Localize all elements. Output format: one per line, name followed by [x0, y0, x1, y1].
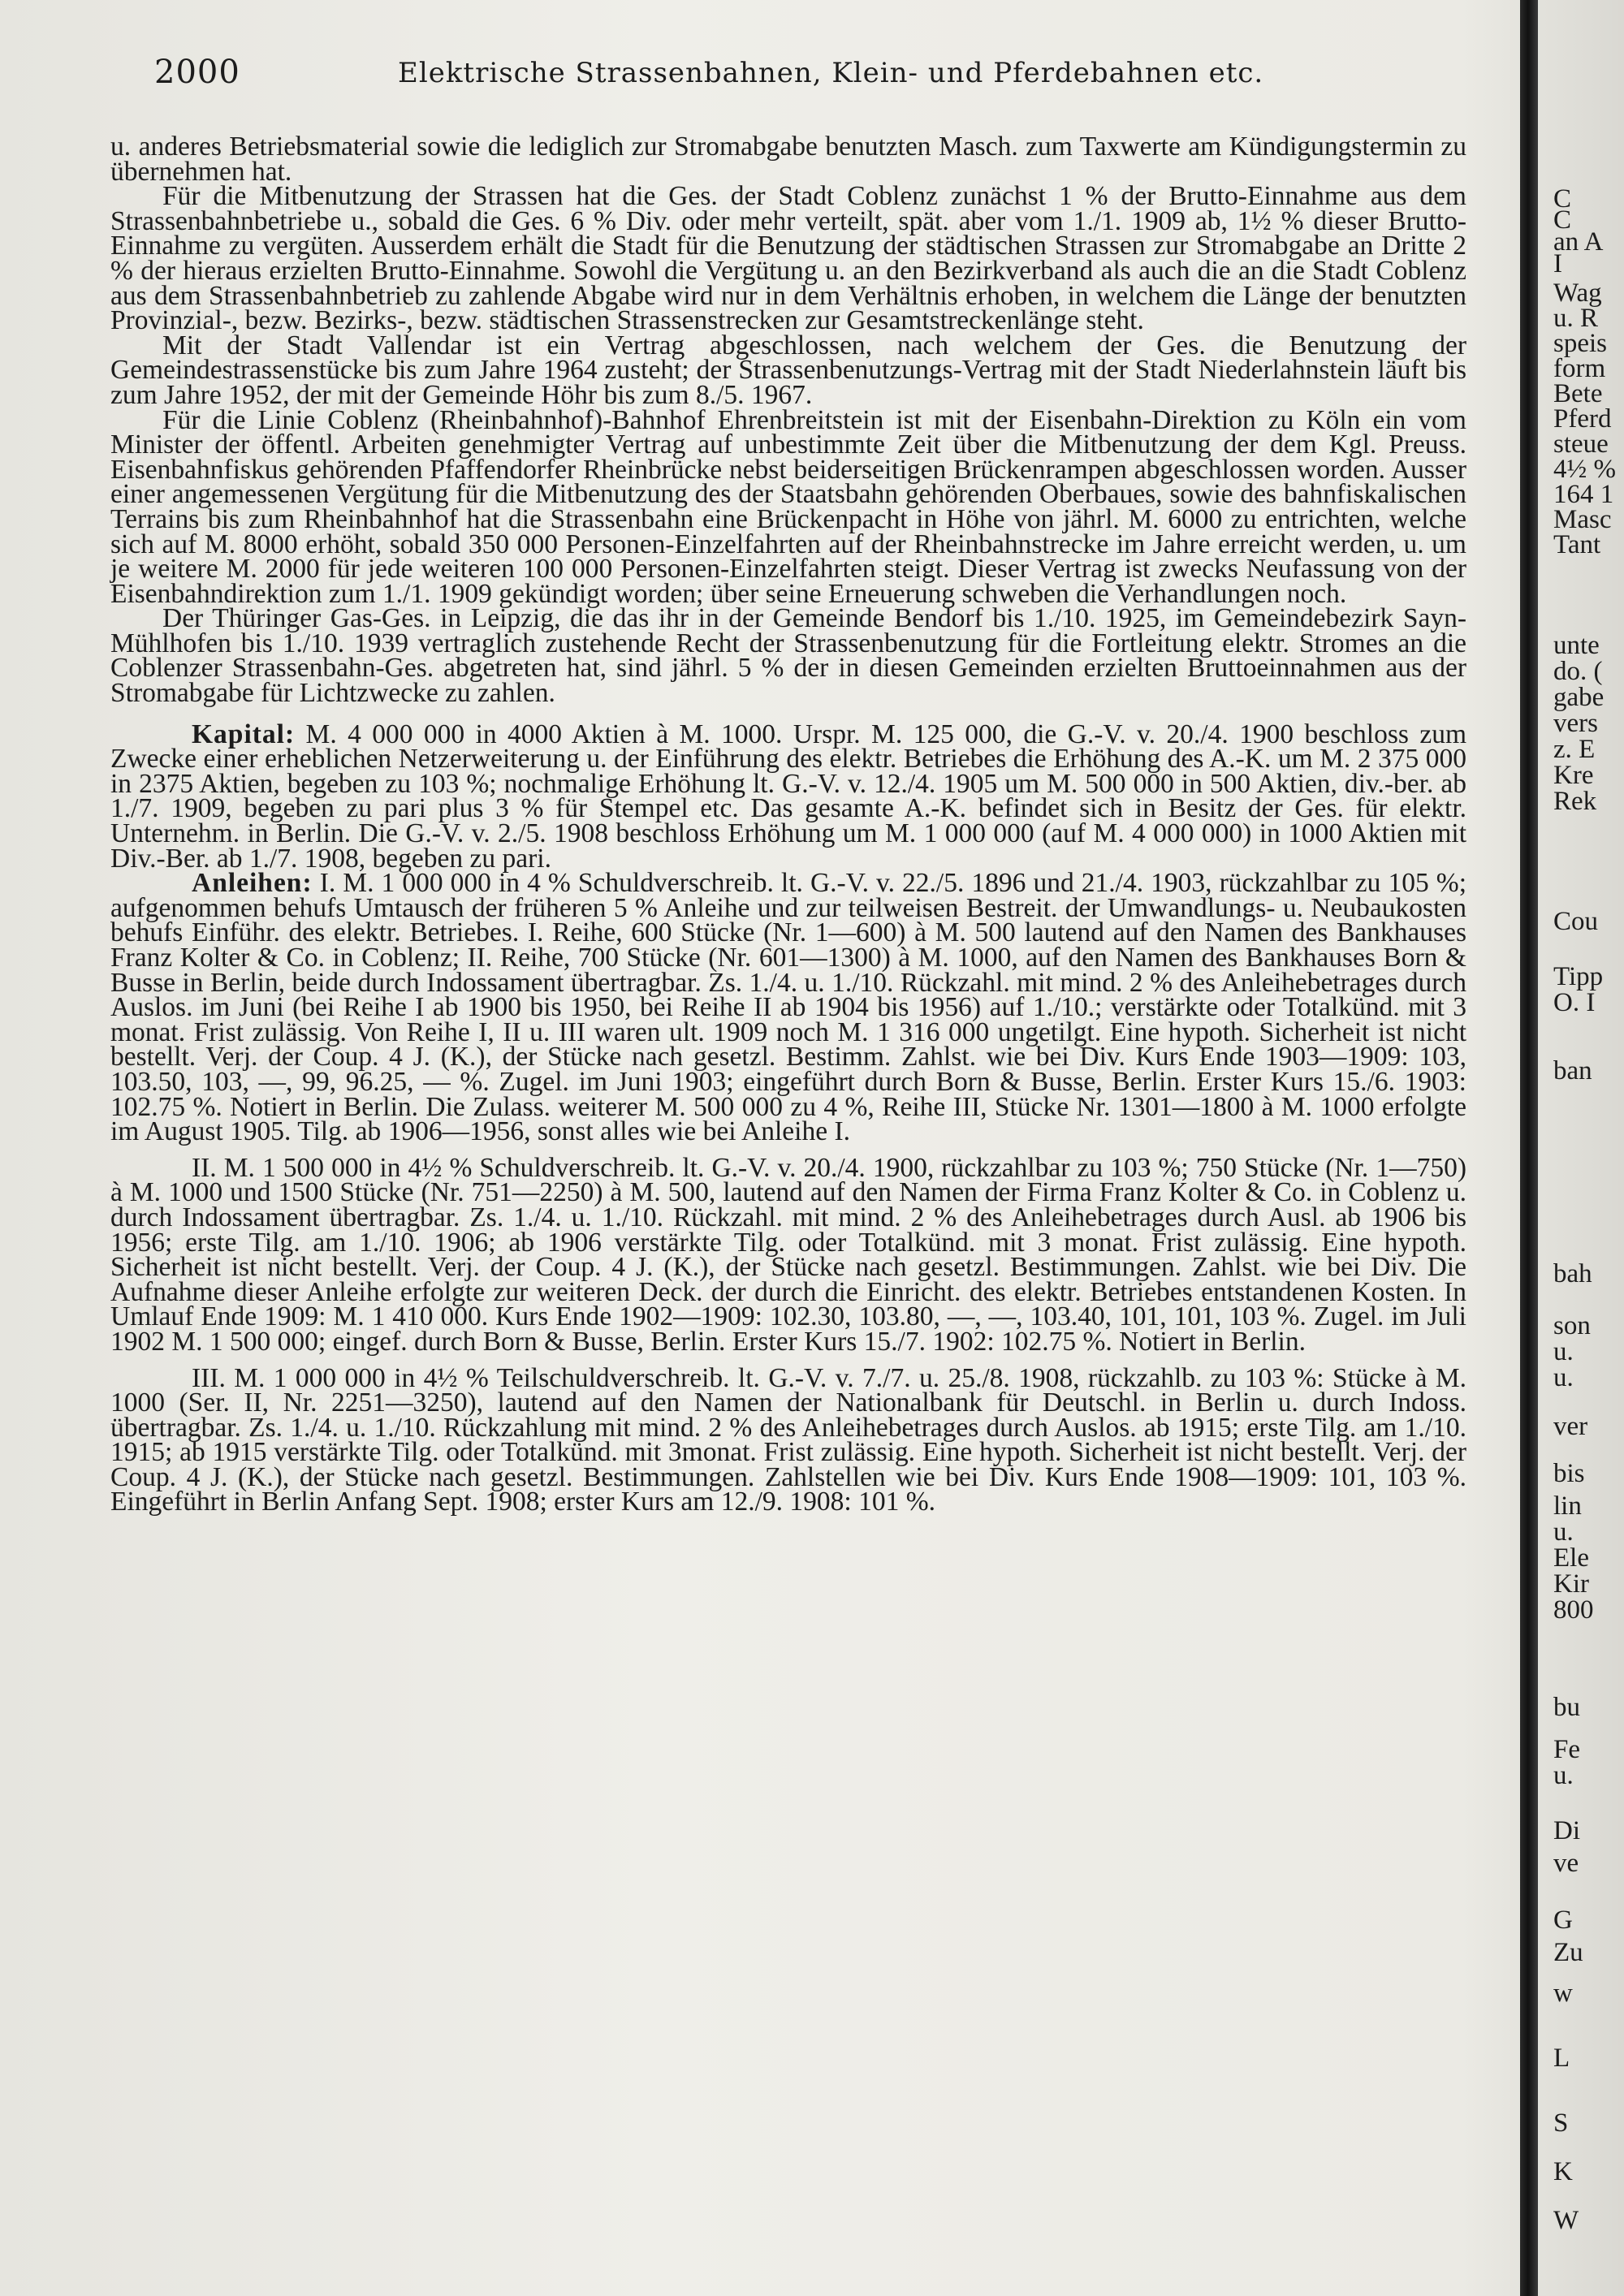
fragment-line: u. [1553, 1517, 1574, 1547]
fragment-line: an A [1553, 227, 1604, 257]
fragment-line: Bete [1553, 379, 1603, 408]
fragment-line: 164 1 [1553, 480, 1614, 509]
fragment-line: K [1553, 2157, 1573, 2186]
fragment-line: Fe [1553, 1735, 1580, 1764]
fragment-line: I [1553, 249, 1562, 278]
fragment-line: bis [1553, 1459, 1585, 1488]
fragment-line: W [1553, 2206, 1579, 2235]
paragraph-thueringer-gas: Der Thüringer Gas-Ges. in Leipzig, die das ihr in der Gemeinde Bendorf bis 1./10. 1925, im Gemeindebezirk Sayn-Mühlhofen bis 1./10. 1939 vertraglich zustehende Recht der Strassenbenutzung für die Fortleitung elektr. Stromes an die Coblenzer Strassenbahn-Ges. abgetreten hat, sind jährl. 5 % der in diesen Gemeinden erzielten Bruttoeinnahmen aus der Stromabgabe für Lichtzwecke zu zahlen. [110, 603, 1466, 709]
anleihen-text: I. M. 1 000 000 in 4 % Schuldverschreib. lt. G.-V. v. 22./5. 1896 und 21./4. 1903, rückzahlbar zu 105 %; aufgenommen behufs Umtausch der früheren 5 % Anleihe und zur teilweisen Bestreit. der Umwandlungs- u. Neubaukosten behufs Einführ. des elektr. Betriebes. I. Reihe, 600 Stücke (Nr. 1—600) à M. 500 lautend auf den Namen des Bankhauses Franz Kolter & Co. in Coblenz; II. Reihe, 700 Stücke (Nr. 601—1300) à M. 1000, auf den Namen des Bankhauses Born & Busse in Berlin, beide durch Indossament übertragbar. Zs. 1./4. u. 1./10. Rückzahl. mit mind. 2 % des Anleihebetrages durch Auslos. im Juni (bei Reihe I ab 1900 bis 1950, bei Reihe II ab 1904 bis 1956) auf 1./10.; verstärkte oder Totalkünd. mit 3 monat. Frist zulässig. Von Reihe I, II u. III waren ult. 1909 noch M. 1 316 000 ungetilgt. Eine hypoth. Sicherheit ist nicht bestellt. Verj. der Coup. 4 J. (K.), der Stücke nach gesetzl. Bestimm. Zahlst. wie bei Div. Kurs Ende 1903—1909: 103, 103.50, 103, —, 99, 96.25, — %. Zugel. im Juni 1903; eingeführt durch Born & Busse, Berlin. Erster Kurs 15./6. 1903: 102.75 %. Notiert in Berlin. Die Zulass. weiterer M. 500 000 zu 4 %, Reihe III, Stücke Nr. 1301—1800 à M. 1000 erfolgte im August 1905. Tilg. ab 1906—1956, sonst alles wie bei Anleihe I. [110, 868, 1467, 1147]
fragment-line: Masc [1553, 505, 1612, 534]
gutter-shadow [1520, 0, 1538, 2296]
fragment-line: form [1553, 354, 1606, 383]
anleihen-heading: Anleihen: [192, 868, 313, 899]
running-header [154, 54, 1486, 102]
paragraph-vallendar-vertrag: Mit der Stadt Vallendar ist ein Vertrag abgeschlossen, nach welchem der Ges. die Benutzung der Gemeindestrassenstücke bis zum Jahre 1964 zusteht; der Strassenbenutzungs-Vertrag mit der Stadt Niederlahnstein läuft bis zum Jahre 1952, der mit der Gemeinde Höhr bis zum 8./5. 1967. [110, 330, 1466, 410]
fragment-line: L [1553, 2044, 1570, 2073]
fragment-line: Ele [1553, 1543, 1589, 1573]
fragment-line: Kre [1553, 761, 1594, 790]
fragment-line: S [1553, 2108, 1569, 2138]
fragment-line: u. R [1553, 304, 1599, 333]
fragment-line: Tant [1553, 530, 1601, 559]
fragment-line: 4½ % [1553, 455, 1616, 484]
fragment-line: speis [1553, 329, 1607, 358]
kapital-text: M. 4 000 000 in 4000 Aktien à M. 1000. Urspr. M. 125 000, die G.-V. v. 20./4. 1900 beschloss zum Zwecke einer erheblichen Netzerweiterung u. der Einführung des elektr. Betriebes die Erhöhung des A.-K. um M. 2 375 000 in 2375 Aktien, begeben zu 103 %; nochmalige Erhöhung lt. G.-V. v. 12./4. 1905 um M. 500 000 in 500 Aktien, div.-ber. ab 1./7. 1909, begeben zu pari plus 3 % für Stempel etc. Das gesamte A.-K. befindet sich in Besitz der Ges. für elektr. Unternehm. in Berlin. Die G.-V. v. 2./5. 1908 beschloss Erhöhung um M. 1 000 000 (auf M. 4 000 000) in 1000 Aktien mit Div.-Ber. ab 1./7. 1908, begeben zu pari. [110, 719, 1467, 874]
paragraph-anleihe-ii: II. M. 1 500 000 in 4½ % Schuldverschreib. lt. G.-V. v. 20./4. 1900, rückzahlbar zu 103 %; 750 Stücke (Nr. 1—750) à M. 1000 und 1500 Stücke (Nr. 751—2250) à M. 500, lautend auf den Namen der Firma Franz Kolter & Co. in Coblenz u. durch Indossament übertragbar. Zs. 1./4. u. 1./10. Rückzahl. mit mind. 2 % des Anleihebetrages durch Ausl. ab 1906 bis 1956; erste Tilg. am 1./10. 1906; ab 1906 verstärkte Tilg. oder Totalkünd. mit 3 monat. Frist zulässig. Eine hypoth. Sicherheit ist nicht bestellt. Verj. der Coup. 4 J. (K.), der Stücke nach gesetzl. Bestimmungen. Zahlst. wie bei Div. Die Aufnahme dieser Anleihe erfolgte zur weiteren Deck. der durch die Einricht. des elektr. Betriebes entstandenen Kosten. In Umlauf Ende 1909: M. 1 410 000. Kurs Ende 1902—1909: 102.30, 103.80, —, —, 103.40, 101, 101, 103 %. Zugel. im Juli 1902 M. 1 500 000; eingef. durch Born & Busse, Berlin. Erster Kurs 15./7. 1902: 102.75 %. Notiert in Berlin. [110, 1152, 1466, 1357]
fragment-line: lin [1553, 1491, 1582, 1521]
paragraph-rheinbruecke: Für die Linie Coblenz (Rheinbahnhof)-Bahnhof Ehrenbreitstein ist mit der Eisenbahn-Direktion zu Köln ein vom Minister der öffentl. Arbeiten genehmigter Vertrag auf unbestimmte Zeit über die Mitbenutzung der dem Kgl. Preuss. Eisenbahnfiskus gehörenden Pfaffendorfer Rheinbrücke nebst beiderseitigen Brückenrampen abgeschlossen worden. Ausser einer angemessenen Vergütung für die Mitbenutzung des der Staatsbahn gehörenden Oberbaues, sowie des bahnfiskalischen Terrains bis zum Rheinbahnhof hat die Strassenbahn eine Brückenpacht in Höhe von jährl. M. 6000 zu entrichten, welche sich auf M. 8000 erhöht, sobald 350 000 Personen-Einzelfahrten auf der Rheinbahnstrecke im Jahre erreicht werden, u. um je weitere M. 2000 für jede weiteren 100 000 Personen-Einzelfahrten steigt. Dieser Vertrag ist zwecks Neufassung von der Eisenbahndirektion zum 1./1. 1909 gekündigt worden; über seine Erneuerung schweben die Verhandlungen noch. [110, 404, 1466, 609]
fragment-line: do. ( [1553, 657, 1603, 686]
fragment-line: G [1553, 1905, 1573, 1935]
main-text-column [110, 132, 1467, 1517]
fragment-line: ban [1553, 1056, 1592, 1085]
paragraph-anleihe-iii: III. M. 1 000 000 in 4½ % Teilschuldverschreib. lt. G.-V. v. 7./7. u. 25./8. 1908, rückzahlb. zu 103 %: Stücke à M. 1000 (Ser. II, Nr. 2251—3250), lautend auf den Namen der Nationalbank für Deutschl. in Berlin u. durch Indoss. übertragbar. Zs. 1./4. u. 1./10. Rückzahlung mit mind. 2 % des Anleihebetrages durch Auslos. ab 1915; erste Tilg. am 1./10. 1915; ab 1915 verstärkte Tilg. oder Totalkünd. mit 3monat. Frist zulässig. Eine hypoth. Sicherheit ist nicht bestellt. Verj. der Coup. 4 J. (K.), der Stücke nach gesetzl. Bestimmungen. Zahlstellen wie bei Div. Kurs Ende 1908—1909: 101, 103 %. Eingeführt in Berlin Anfang Sept. 1908; erster Kurs am 12./9. 1908: 101 %. [110, 1362, 1466, 1517]
paragraph-strassen-verguetung: Für die Mitbenutzung der Strassen hat die Ges. der Stadt Coblenz zunächst 1 % der Brutto-Einnahme aus dem Strassenbahnbetriebe u., sobald die Ges. 6 % Div. oder mehr verteilt, spät. aber vom 1./1. 1909 ab, 1½ % dieser Brutto-Einnahme zu vergüten. Ausserdem erhält die Stadt für die Benutzung der städtischen Strassen zur Stromabgabe an Dritte 2 % der hieraus erzielten Brutto-Einnahme. Sowohl die Vergütung u. an den Bezirkverband als auch die an die Stadt Coblenz aus dem Strassenbahnbetrieb zu zahlende Abgabe wird nur in dem Verhältnis erhoben, in welchem die Länge der benutzten Provinzial-, bezw. Bezirks-, bezw. städtischen Strassenstrecken zur Gesamtstreckenlänge steht. [110, 181, 1466, 336]
paragraph-anleihen [110, 868, 1467, 1147]
fragment-line: Pferd [1553, 404, 1612, 434]
paragraph-continuation: u. anderes Betriebsmaterial sowie die lediglich zur Stromabgabe benutzten Masch. zum Taxwerte am Kündigungstermin zu übernehmen hat. [110, 132, 1466, 187]
fragment-line: son [1553, 1311, 1591, 1340]
fragment-line: steue [1553, 429, 1609, 459]
page-title: Elektrische Strassenbahnen, Klein- und Pferdebahnen etc. [398, 57, 1264, 89]
fragment-line: O. I [1553, 988, 1596, 1017]
fragment-line: vers [1553, 709, 1598, 738]
page-number: 2000 [154, 54, 240, 91]
fragment-line: ve [1553, 1849, 1579, 1878]
fragment-line: u. [1553, 1363, 1574, 1392]
fragment-line: 800 [1553, 1595, 1594, 1625]
paragraph-kapital [110, 719, 1467, 874]
fragment-line: C [1553, 205, 1572, 235]
fragment-line: unte [1553, 631, 1600, 660]
fragment-line: Di [1553, 1816, 1580, 1845]
fragment-line: w [1553, 1979, 1573, 2008]
fragment-line: C [1553, 184, 1572, 214]
fragment-line: Kir [1553, 1569, 1589, 1599]
fragment-line: Zu [1553, 1938, 1583, 1967]
kapital-heading: Kapital: [192, 719, 296, 749]
fragment-line: Cou [1553, 907, 1599, 936]
fragment-line: gabe [1553, 683, 1605, 712]
fragment-line: u. [1553, 1761, 1574, 1790]
fragment-line: z. E [1553, 735, 1596, 764]
fragment-line: ver [1553, 1412, 1588, 1441]
fragment-line: Rek [1553, 787, 1597, 816]
fragment-line: bah [1553, 1259, 1592, 1288]
fragment-line: Wag [1553, 278, 1602, 308]
fragment-line: bu [1553, 1693, 1580, 1722]
fragment-line: u. [1553, 1337, 1574, 1366]
fragment-line: Tipp [1553, 962, 1604, 991]
adjacent-page-fragment [1547, 0, 1624, 2296]
